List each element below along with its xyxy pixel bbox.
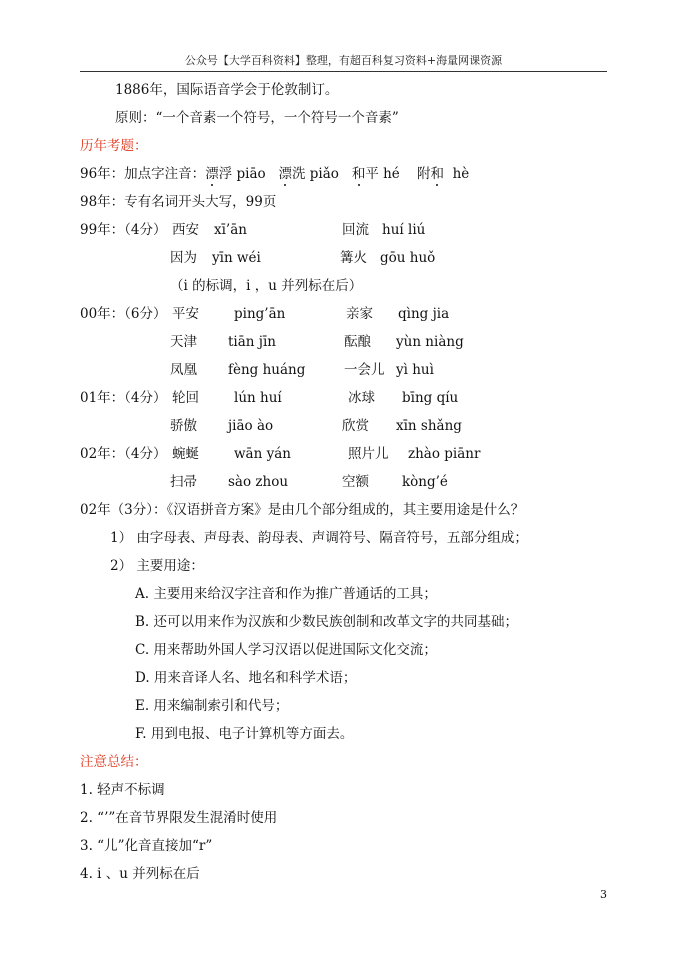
dotted-char: 和	[430, 166, 444, 182]
dotted-char: 漂	[205, 166, 219, 182]
use-item: A. 主要用来给汉字注音和作为推广普通话的工具；	[135, 586, 437, 602]
use-item: E. 用来编制索引和代号；	[135, 698, 289, 714]
exam-99-note: （i 的标调，i ，u 并列标在后）	[170, 278, 363, 294]
summary-item: 1. 轻声不标调	[80, 782, 165, 798]
exam-02-row: 扫帚 sào zhou 空额 kòng’é	[170, 474, 448, 490]
summary-heading: 注意总结：	[80, 754, 148, 770]
exam-00-row: 天津 tiān jīn 酝酿 yùn niàng	[170, 334, 464, 350]
summary-item: 4. i 、u 并列标在后	[80, 866, 200, 882]
page-header: 公众号【大学百科资料】整理，有超百科复习资料+海量网课资源	[184, 54, 503, 67]
dotted-char: 和	[351, 166, 366, 182]
summary-item: 2. “’”在音节界限发生混淆时使用	[80, 810, 278, 826]
exam-96: 96年：加点字注音：漂浮 piāo 漂洗 piǎo 和平 hé 附和 hè	[80, 166, 470, 182]
header-rule	[80, 71, 607, 72]
exam-98: 98年：专有名词开头大写，99页	[80, 194, 277, 210]
exam-01-row: 01年：（4分） 轮回 lún huí 冰球 bīng qíu	[80, 390, 459, 406]
answer-line: 1） 由字母表、声母表、韵母表、声调符号、隔音符号，五部分组成；	[110, 530, 528, 546]
exam-02-row: 02年：（4分） 蜿蜒 wān yán 照片儿 zhào piānr	[80, 446, 481, 462]
use-item: F. 用到电报、电子计算机等方面去。	[135, 726, 354, 742]
summary-item: 3. “儿”化音直接加“r”	[80, 838, 213, 854]
past-exams-heading: 历年考题：	[80, 138, 148, 154]
intro-line: 原则：“一个音素一个符号，一个符号一个音素”	[115, 110, 399, 126]
exam-01-row: 骄傲 jiāo ào 欣赏 xīn shǎng	[170, 418, 462, 434]
answer-line: 2） 主要用途：	[110, 558, 204, 574]
use-item: B. 还可以用来作为汉族和少数民族创制和改革文字的共同基础；	[135, 614, 519, 630]
exam-99-row: 99年：（4分） 西安 xī’ān 回流 huí liú	[80, 222, 426, 238]
use-item: C. 用来帮助外国人学习汉语以促进国际文化交流；	[135, 642, 437, 658]
page-number: 3	[600, 888, 607, 901]
use-item: D. 用来音译人名、地名和科学术语；	[135, 670, 357, 686]
exam-99-row: 因为 yīn wéi 篝火 gōu huǒ	[170, 250, 436, 266]
exam-00-row: 00年：（6分） 平安 ping’ān 亲家 qìng jia	[80, 306, 450, 322]
intro-line: 1886年，国际语音学会于伦敦制订。	[115, 82, 339, 98]
dotted-char: 漂	[278, 166, 292, 182]
exam-02-question: 02年（3分）：《汉语拼音方案》是由几个部分组成的，其主要用途是什么？	[80, 502, 525, 518]
exam-00-row: 凤凰 fèng huáng 一会儿 yì huì	[170, 362, 434, 378]
